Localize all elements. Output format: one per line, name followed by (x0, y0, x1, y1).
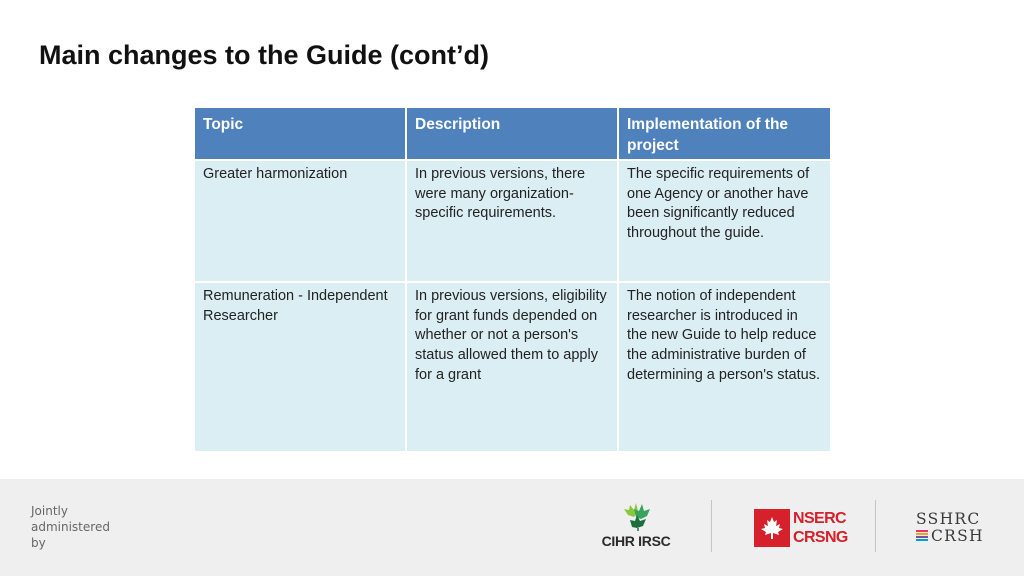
cell-topic: Remuneration - Independent Researcher (194, 282, 406, 452)
cell-implementation: The specific requirements of one Agency or another have been significantly reduced throughout the guide. (618, 160, 831, 282)
table-row (194, 282, 831, 452)
jointly-administered-label: Jointly administered by (31, 504, 110, 550)
header-implementation: Implementation of the project (618, 107, 831, 160)
sshrc-wordmark: SSHRC (916, 510, 981, 528)
cihr-wordmark: CIHR IRSC (601, 533, 671, 549)
table-header-row (194, 107, 831, 160)
maple-leaf-icon (760, 516, 784, 540)
logo-divider (875, 500, 876, 552)
footer-bar (0, 479, 1024, 576)
colour-stripes-icon (916, 530, 928, 542)
changes-table (193, 106, 832, 453)
cell-description: In previous versions, eligibility for grant funds depended on whether or not a person's status allowed them to apply for a grant (406, 282, 618, 452)
cihr-logo (598, 499, 674, 553)
table-row (194, 160, 831, 282)
cell-implementation: The notion of independent researcher is introduced in the new Guide to help reduce the administrative burden of determining a person's status. (618, 282, 831, 452)
nserc-wordmark: NSERC CRSNG (793, 510, 848, 546)
header-topic: Topic (194, 107, 406, 160)
cell-topic: Greater harmonization (194, 160, 406, 282)
cell-description: In previous versions, there were many organization-specific requirements. (406, 160, 618, 282)
header-description: Description (406, 107, 618, 160)
nserc-logo (754, 509, 848, 547)
logo-divider (711, 500, 712, 552)
maple-leaf-cluster-icon (620, 499, 656, 531)
page-title: Main changes to the Guide (cont’d) (39, 40, 490, 70)
sshrc-logo (916, 511, 996, 547)
crsh-wordmark: CRSH (931, 526, 984, 545)
